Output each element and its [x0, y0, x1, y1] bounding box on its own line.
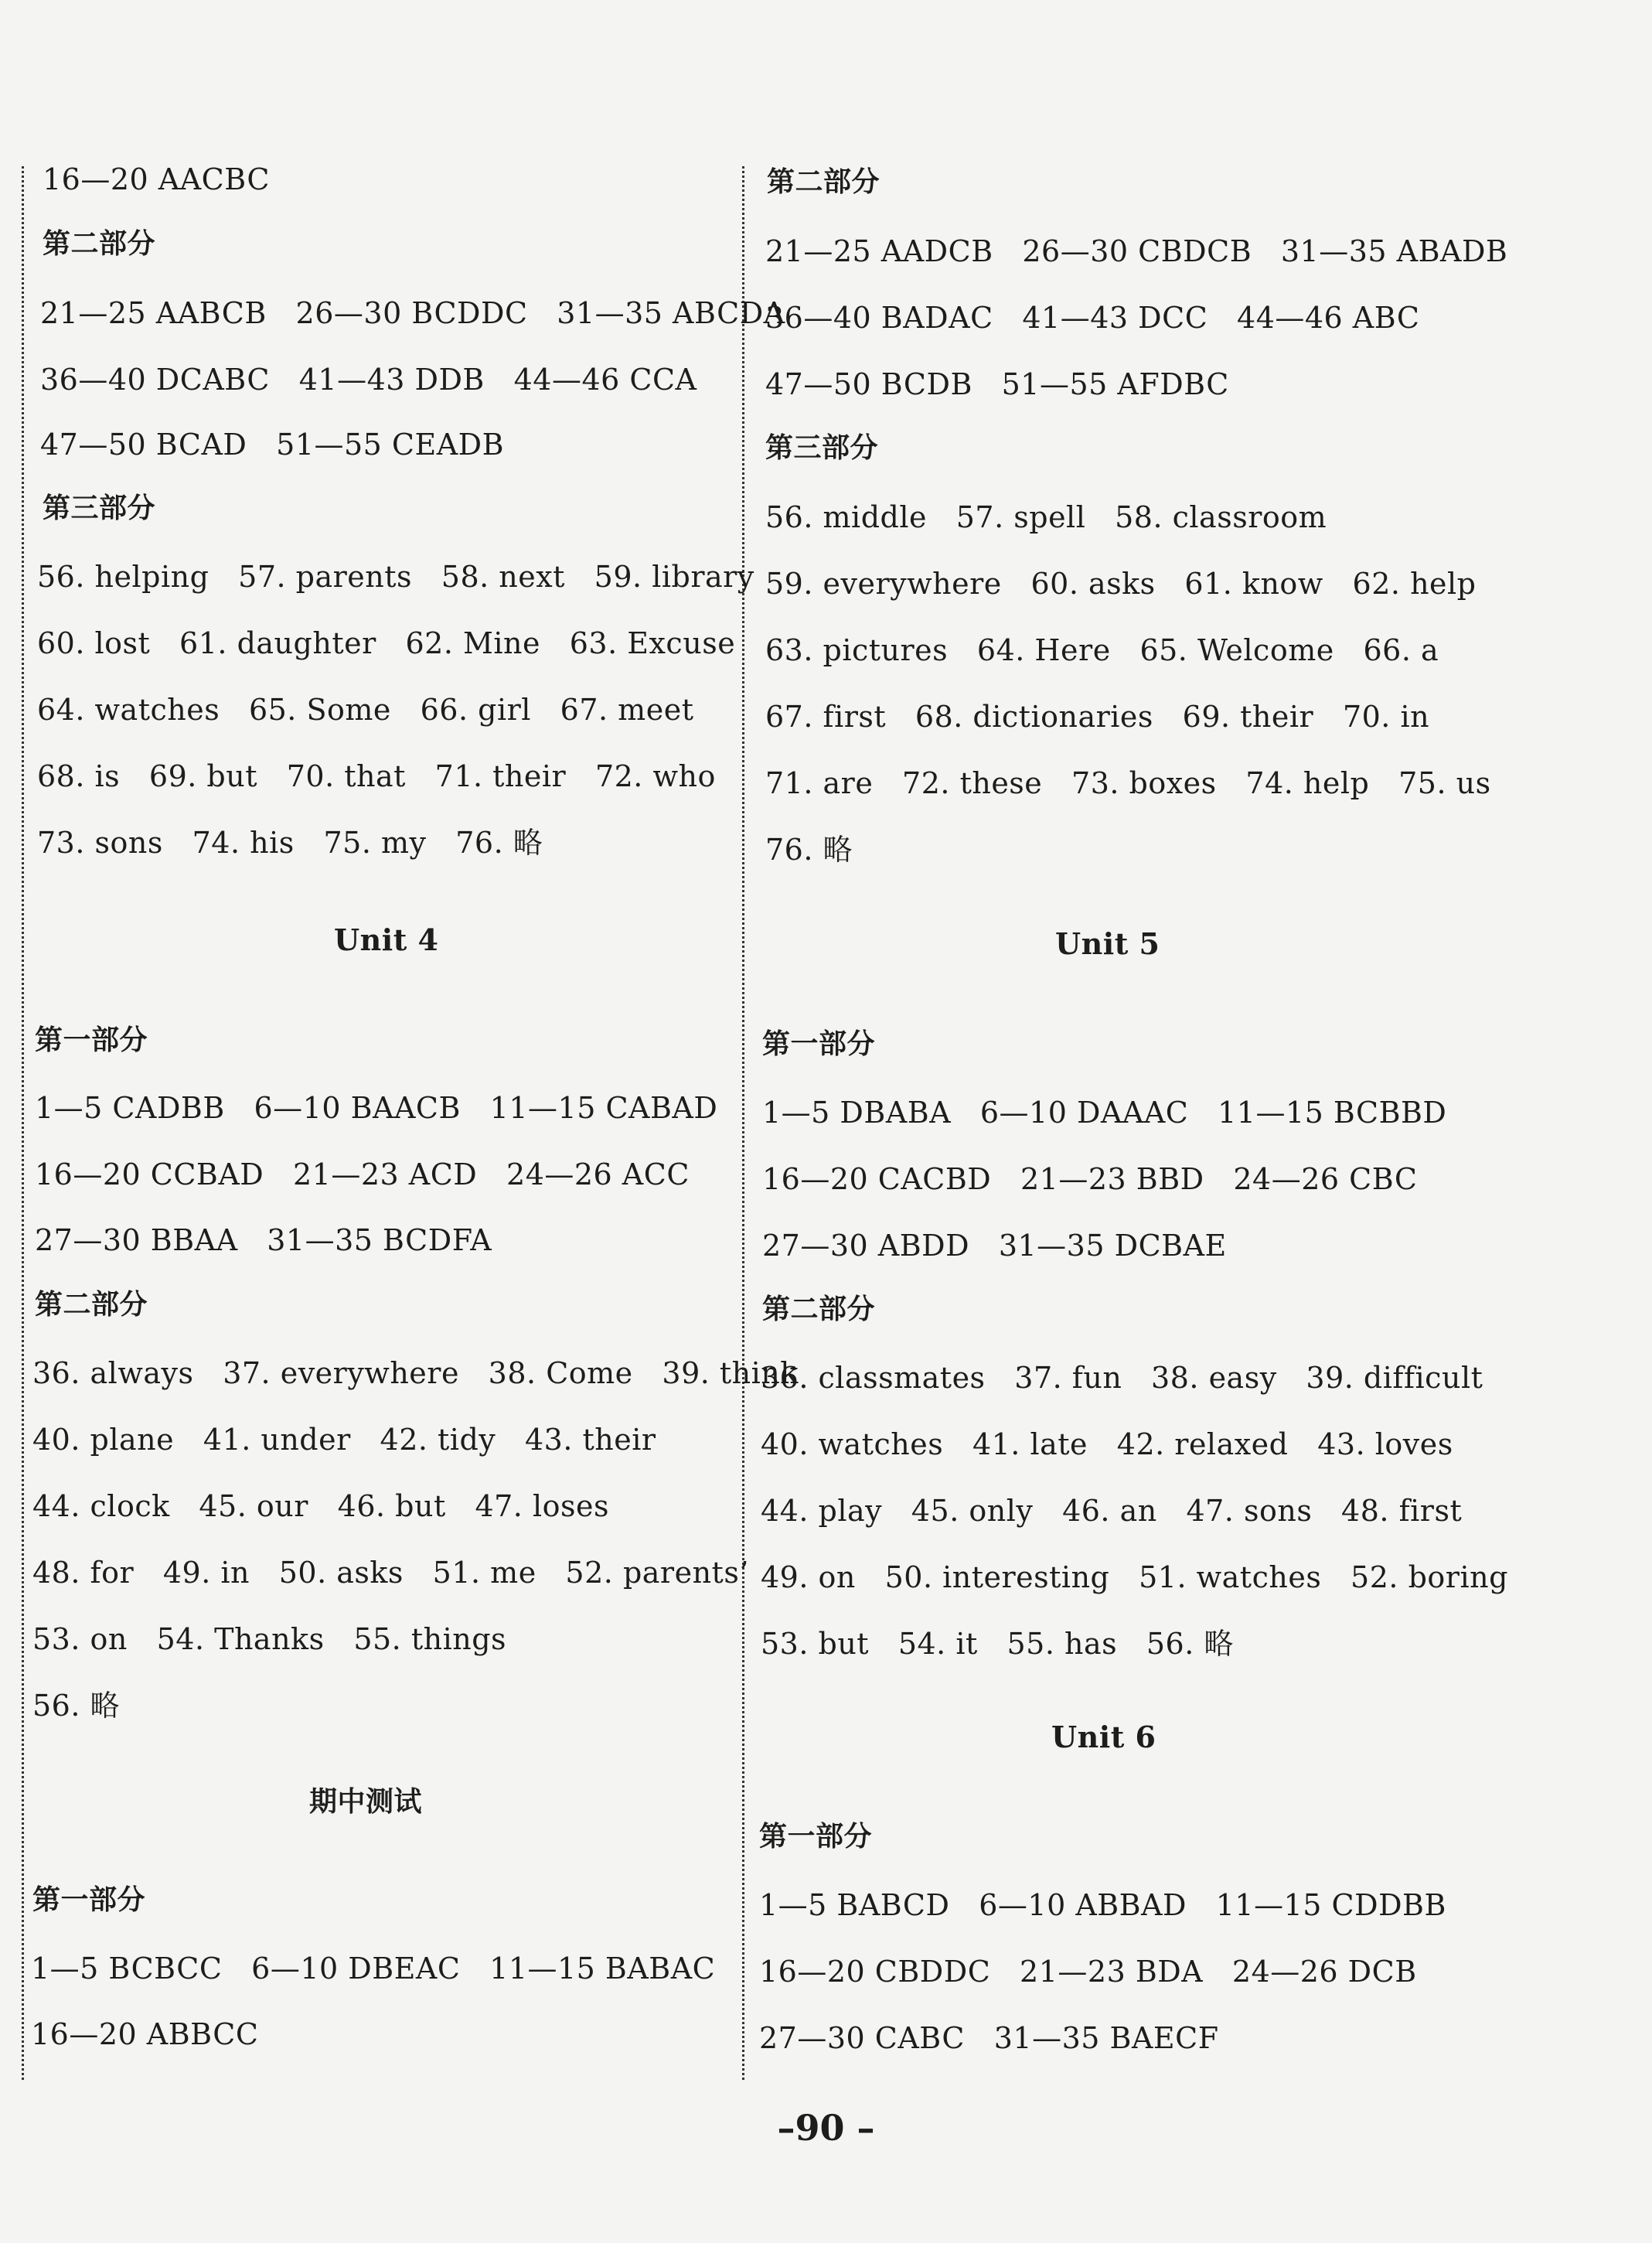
answer-line: 56. helping 57. parents 58. next 59. library [37, 560, 754, 594]
answer-line: 59. everywhere 60. asks 61. know 62. help [765, 567, 1477, 601]
answer-line: 16—20 CBDDC 21—23 BDA 24—26 DCB [759, 1955, 1417, 1989]
answer-line: 1—5 CADBB 6—10 BAACB 11—15 CABAD [35, 1091, 718, 1125]
answer-line: 36. classmates 37. fun 38. easy 39. difficult [761, 1361, 1483, 1395]
answer-line: 71. are 72. these 73. boxes 74. help 75. us [765, 766, 1491, 800]
section-heading: 第二部分 [43, 228, 156, 260]
unit-title: Unit 6 [1051, 1720, 1156, 1754]
answer-line: 36—40 DCABC 41—43 DDB 44—46 CCA [40, 363, 697, 397]
section-heading: 第二部分 [762, 1294, 876, 1325]
column-divider-center [742, 166, 744, 2080]
section-heading: 第一部分 [759, 1821, 873, 1853]
section-heading: 第二部分 [35, 1289, 148, 1321]
section-heading: 第二部分 [767, 166, 880, 198]
section-heading: 第一部分 [762, 1028, 876, 1060]
answer-line: 1—5 BABCD 6—10 ABBAD 11—15 CDDBB [759, 1888, 1446, 1922]
answer-line: 47—50 BCDB 51—55 AFDBC [765, 367, 1229, 401]
answer-line: 44. clock 45. our 46. but 47. loses [32, 1489, 609, 1523]
section-heading: 第一部分 [32, 1884, 146, 1916]
section-heading: 第一部分 [35, 1024, 148, 1056]
answer-line: 67. first 68. dictionaries 69. their 70. in [765, 700, 1430, 734]
answer-line: 68. is 69. but 70. that 71. their 72. who [37, 759, 716, 793]
answer-line: 56. middle 57. spell 58. classroom [765, 500, 1327, 534]
answer-line: 27—30 CABC 31—35 BAECF [759, 2021, 1219, 2055]
answer-line: 36—40 BADAC 41—43 DCC 44—46 ABC [765, 301, 1420, 335]
answer-line: 27—30 ABDD 31—35 DCBAE [762, 1229, 1227, 1263]
answer-line: 47—50 BCAD 51—55 CEADB [40, 428, 505, 462]
answer-line: 49. on 50. interesting 51. watches 52. boring [761, 1560, 1508, 1594]
answer-line: 44. play 45. only 46. an 47. sons 48. first [761, 1494, 1463, 1528]
answer-line: 21—25 AADCB 26—30 CBDCB 31—35 ABADB [765, 234, 1508, 268]
unit-title: Unit 5 [1055, 926, 1160, 961]
unit-title: Unit 4 [334, 922, 439, 957]
answer-line: 16—20 CCBAD 21—23 ACD 24—26 ACC [35, 1157, 690, 1191]
answer-line: 63. pictures 64. Here 65. Welcome 66. a [765, 633, 1439, 667]
answer-line: 16—20 ABBCC [31, 2017, 259, 2051]
answer-line: 48. for 49. in 50. asks 51. me 52. parents’ [32, 1556, 749, 1590]
answer-line: 53. but 54. it 55. has 56. 略 [761, 1627, 1234, 1661]
answer-line: 56. 略 [32, 1689, 121, 1723]
page-number: –90 – [777, 2107, 875, 2149]
answer-line: 53. on 54. Thanks 55. things [32, 1622, 507, 1656]
answer-line: 40. watches 41. late 42. relaxed 43. loves [761, 1427, 1453, 1461]
answer-line: 27—30 BBAA 31—35 BCDFA [35, 1223, 492, 1257]
answer-line: 1—5 DBABA 6—10 DAAAC 11—15 BCBBD [762, 1096, 1447, 1130]
answer-line: 76. 略 [765, 833, 853, 867]
answer-line: 64. watches 65. Some 66. girl 67. meet [37, 693, 694, 727]
answer-line: 36. always 37. everywhere 38. Come 39. think [32, 1356, 799, 1390]
answer-line: 40. plane 41. under 42. tidy 43. their [32, 1423, 656, 1457]
section-heading: 第三部分 [43, 493, 156, 524]
answer-line: 16—20 CACBD 21—23 BBD 24—26 CBC [762, 1162, 1418, 1196]
section-title: 期中测试 [309, 1786, 423, 1818]
answer-line: 16—20 AACBC [43, 162, 270, 196]
answer-line: 73. sons 74. his 75. my 76. 略 [37, 826, 543, 860]
answer-line: 1—5 BCBCC 6—10 DBEAC 11—15 BABAC [31, 1952, 716, 1986]
column-divider-left [22, 166, 24, 2080]
answer-line: 21—25 AABCB 26—30 BCDDC 31—35 ABCDA [40, 296, 785, 330]
answer-line: 60. lost 61. daughter 62. Mine 63. Excuse [37, 626, 736, 660]
section-heading: 第三部分 [765, 432, 879, 464]
